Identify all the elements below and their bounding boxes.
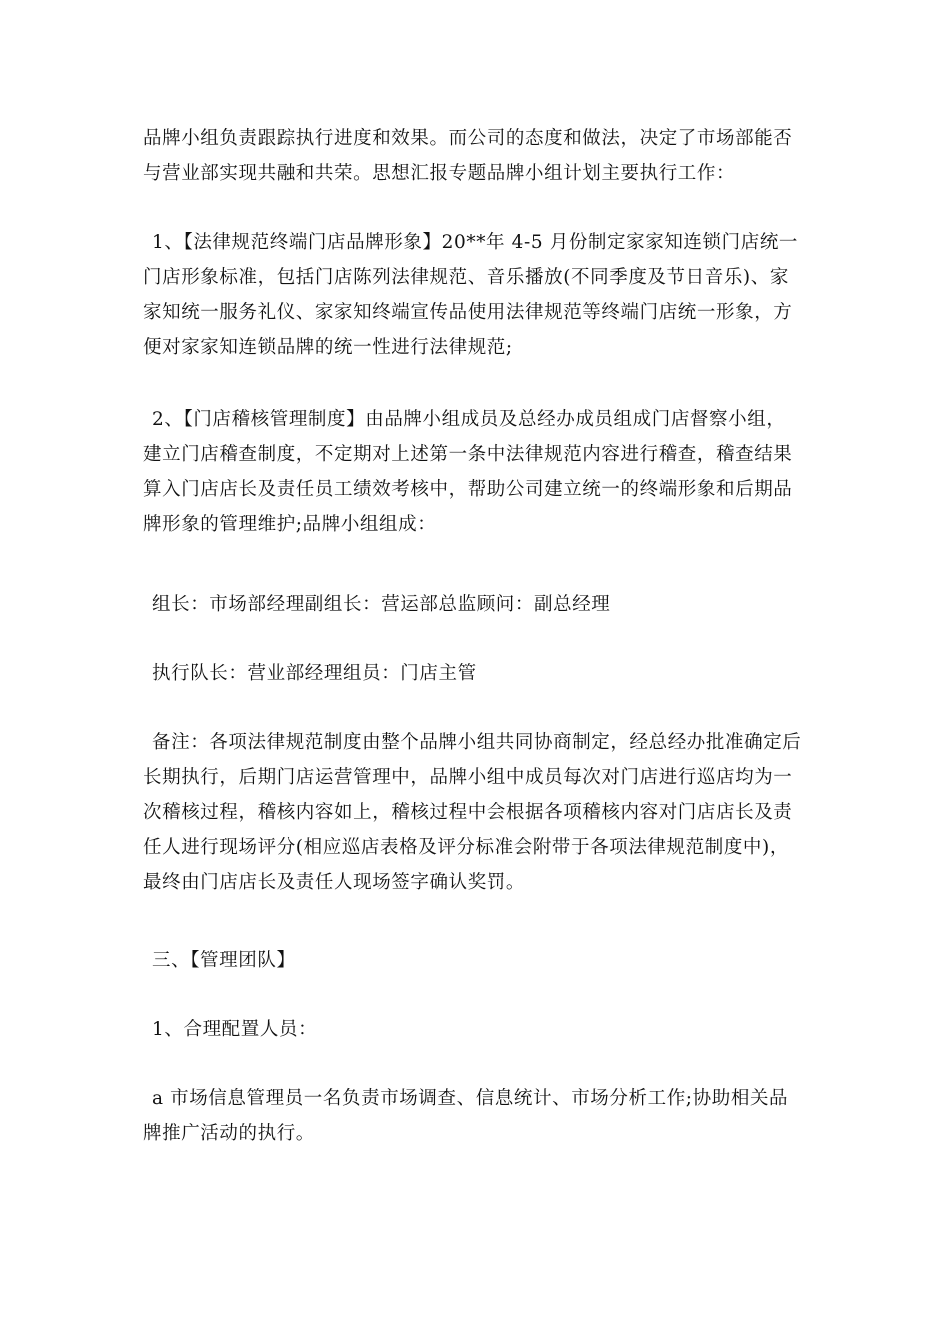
- text-line: 1、【法律规范终端门店品牌形象】20**年 4-5 月份制定家家知连锁门店统一: [152, 232, 799, 253]
- text-line: 算入门店店长及责任员工绩效考核中，帮助公司建立统一的终端形象和后期品: [143, 479, 793, 500]
- text-line: 备注：各项法律规范制度由整个品牌小组共同协商制定，经总经办批准确定后: [152, 732, 802, 753]
- paragraph-item-2: [143, 402, 811, 542]
- text-line: 牌形象的管理维护;品牌小组组成：: [143, 514, 437, 535]
- text-line: a 市场信息管理员一名负责市场调查、信息统计、市场分析工作;协助相关品: [152, 1088, 789, 1109]
- text-line: 任人进行现场评分(相应巡店表格及评分标准会附带于各项法律规范制度中)，: [143, 837, 789, 858]
- text-line: 与营业部实现共融和共荣。思想汇报专题品牌小组计划主要执行工作：: [143, 163, 736, 184]
- text-line: 1、合理配置人员：: [152, 1019, 318, 1040]
- text-line: 执行队长：营业部经理组员：门店主管: [152, 663, 477, 684]
- paragraph-team-executors: [143, 656, 811, 691]
- text-line: 门店形象标准，包括门店陈列法律规范、音乐播放(不同季度及节日音乐)、家: [143, 267, 789, 288]
- text-line: 三、【管理团队】: [152, 950, 296, 971]
- text-line: 组长：市场部经理副组长：营运部总监顾问：副总经理: [152, 594, 611, 615]
- section-heading-management-team: [143, 943, 811, 978]
- text-line: 最终由门店店长及责任人现场签字确认奖罚。: [143, 872, 526, 893]
- paragraph-staffing: [143, 1012, 811, 1047]
- paragraph-remarks: [143, 725, 811, 900]
- text-line: 牌推广活动的执行。: [143, 1123, 315, 1144]
- text-line: 2、【门店稽核管理制度】由品牌小组成员及总经办成员组成门店督察小组，: [152, 409, 786, 430]
- paragraph-team-leaders: [143, 587, 811, 622]
- text-line: 家知统一服务礼仪、家家知终端宣传品使用法律规范等终端门店统一形象，方: [143, 302, 793, 323]
- text-line: 次稽核过程，稽核内容如上，稽核过程中会根据各项稽核内容对门店店长及责: [143, 802, 793, 823]
- paragraph-market-info-manager: [143, 1081, 811, 1151]
- paragraph-item-1: [143, 225, 811, 365]
- text-line: 便对家家知连锁品牌的统一性进行法律规范;: [143, 337, 513, 358]
- text-line: 长期执行，后期门店运营管理中，品牌小组中成员每次对门店进行巡店均为一: [143, 767, 793, 788]
- text-line: 品牌小组负责跟踪执行进度和效果。而公司的态度和做法，决定了市场部能否: [143, 128, 793, 149]
- paragraph-intro: [143, 121, 811, 191]
- text-line: 建立门店稽查制度，不定期对上述第一条中法律规范内容进行稽查，稽查结果: [143, 444, 793, 465]
